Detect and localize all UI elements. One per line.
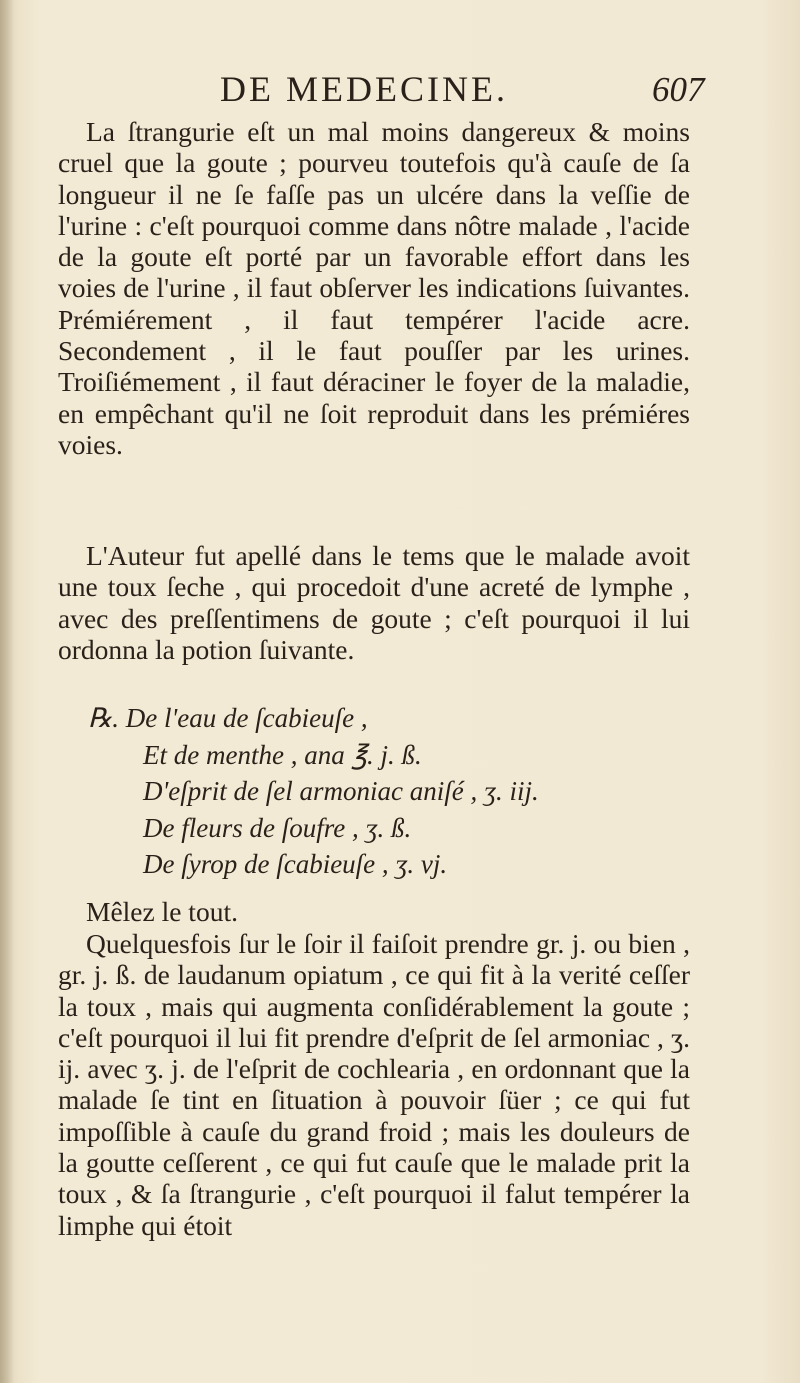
paragraph-strangury xyxy=(58,116,690,460)
paragraph-author-called xyxy=(58,540,690,665)
prescription-line: De fleurs de ſoufre , ʒ. ß. xyxy=(143,812,412,843)
paragraph-mix xyxy=(58,896,690,927)
prescription-line: ℞. De l'eau de ſcabieuſe , xyxy=(88,703,368,733)
paragraph-text: Mêlez le tout. xyxy=(86,896,238,927)
prescription xyxy=(88,700,539,883)
page-number: 607 xyxy=(652,70,705,109)
running-head: DE MEDECINE. xyxy=(220,69,508,109)
prescription-line: D'eſprit de ſel armoniac aniſé , ʒ. iij. xyxy=(143,776,539,806)
paragraph-text: L'Auteur fut apellé dans le tems que le malade avoit une toux ſeche , qui procedoit d'une acreté de lymphe , avec des preſſentimens de goute ; c'eſt pourquoi il lui ordonna la potion ſuivante. xyxy=(58,540,690,665)
spine-shadow xyxy=(0,0,14,1383)
prescription-line: De ſyrop de ſcabieuſe , ʒ. vj. xyxy=(143,849,448,879)
page-header xyxy=(0,68,800,118)
paragraph-text: Quelquesfois ſur le ſoir il faiſoit prendre gr. j. ou bien , gr. j. ß. de laudanum opiatum , ce qui fit à la verité ceſſer la toux , mais qui augmenta conſidérablement la goute ; c'eſt pourquoi il lui fit prendre d'eſprit de ſel armoniac , ʒ. ij. avec ʒ. j. de l'eſprit de cochlearia , en ordonnant que la malade ſe tint en ſituation à pouvoir ſüer ; ce qui fut impoſſible à cauſe du grand froid ; mais les douleurs de la goutte ceſſerent , ce qui fut cauſe que le malade prit la toux , & ſa ſtrangurie , c'eſt pourquoi il falut tempérer la limphe qui étoit xyxy=(58,928,690,1241)
paragraph-text: La ſtrangurie eſt un mal moins dangereux & moins cruel que la goute ; pourveu toutefois qu'à cauſe de ſa longueur il ne ſe faſſe pas un ulcére dans la veſſie de l'urine : c'eſt pourquoi comme dans nôtre malade , l'acide de la goute eſt porté par un favorable effort dans les voies de l'urine , il faut obſerver les indications ſuivantes. Prémiérement , il faut tempérer l'acide acre. Secondement , il le faut pouſſer par les urines. Troiſiémement , il faut déraciner le foyer de la maladie, en empêchant qu'il ne ſoit reproduit dans les prémiéres voies. xyxy=(58,116,690,460)
prescription-line: Et de menthe , ana ℥. j. ß. xyxy=(143,739,422,770)
paragraph-sometimes xyxy=(58,928,690,1241)
